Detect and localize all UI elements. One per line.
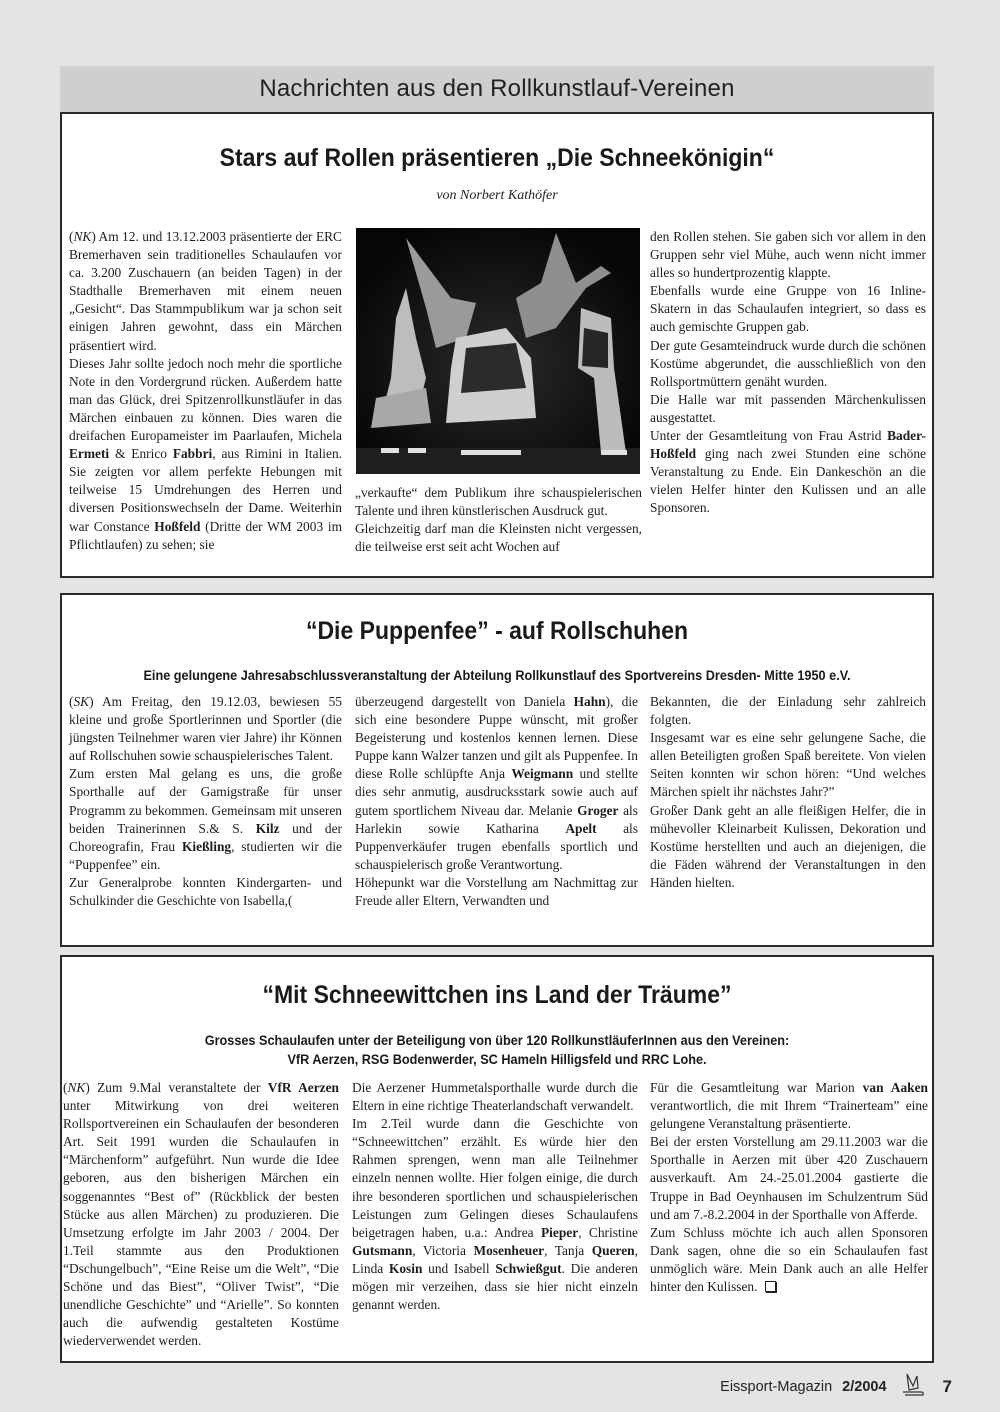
end-of-article-icon <box>765 1281 776 1292</box>
skate-logo-icon <box>897 1372 927 1403</box>
paragraph: Bei der ersten Vorstellung am 29.11.2003 war die Sporthalle in Aerzen mit über 420 Zuschauern ausverkauft. Am 24.-25.01.2004 gastierte die Truppe in Bad Oeynhausen im Schulzentrum Süd und am 7.-8.2.2004 in der Sporthalle von Afferde. <box>650 1134 928 1222</box>
bold-name: Gutsmann <box>352 1242 413 1258</box>
bold-name: Schwießgut <box>495 1260 562 1276</box>
bold-name: Fabbri <box>172 446 213 462</box>
paragraph: Unter der Gesamtleitung von Frau Astrid Bader-Hoßfeld ging nach zwei Stunden eine schöne Veranstaltung zu Ende. Ein Dankeschön an die vielen Helfer hinter den Kulissen und an alle Sponsoren. <box>650 428 926 516</box>
paragraph: Insgesamt war es eine sehr gelungene Sache, die allen Beteiligten großen Spaß bereitete. Von vielen Seiten konnten wir schon hören: “Und welches Märchen spielt ihr nächstes Jahr?” <box>650 730 926 800</box>
paragraph: Zum ersten Mal gelang es uns, die große Sporthalle auf der Gamigstraße für unser Programm zu bekommen. Gemeinsam mit unseren beiden Trainerinnen S.& S. Kilz und der Choreografin, Frau Kießling, studierten wir die “Puppenfee” ein. <box>69 766 343 872</box>
author-initials: NK <box>73 229 92 244</box>
paragraph: Höhepunkt war die Vorstellung am Nachmittag zur Freude aller Eltern, Verwandten und <box>355 874 638 909</box>
bold-name: Mosenheuer <box>473 1242 545 1258</box>
paragraph: (NK) Am 12. und 13.12.2003 präsentierte der ERC Bremerhaven sein traditionelles Schaulaufen vor ca. 3.200 Zuschauern (an beiden Tagen) in der Stadthalle Bremerhaven mit einem neuen „Gesicht“. Das Stammpublikum war ja schon seit einigen Jahren gewohnt, dass ein Märchen präsentiert wird. <box>69 229 342 353</box>
article-column-2 <box>355 693 638 910</box>
article-subtitle-line-1: Grosses Schaulaufen unter der Beteiligung von über 120 RollkunstläuferInnen aus den Vereinen: <box>204 1033 790 1048</box>
paragraph: Bekannten, die der Einladung sehr zahlreich folgten. <box>650 694 926 728</box>
paragraph: Im 2.Teil wurde dann die Geschichte von “Schneewittchen” erzählt. Es würde hier den Rahmen sprengen, wenn man alle Teilnehmer einzeln nennen wollte. Hier folgen einige, die durch ihre besonderen sportlichen und schauspielerischen Leistungen zum Gelingen dieses Schaulaufens beigetragen haben, u.a.: Andrea Pieper, Christine Gutsmann, Victoria Mosenheuer, Tanja Queren, Linda Kosin und Isabell Schwießgut. Die anderen mögen mir verzeihen, dass sie hier nicht einzeln genannt werden. <box>352 1116 639 1313</box>
paragraph: „verkaufte“ dem Publikum ihre schauspielerischen Talente und ihren künstlerischen Ausdruck gut. <box>355 485 642 519</box>
article-schneewittchen <box>60 955 934 1363</box>
article-photo <box>356 228 640 474</box>
article-subtitle: Eine gelungene Jahresabschlussveranstaltung der Abteilung Rollkunstlauf des Sportvereins Dresden- Mitte 1950 e.V. <box>143 668 851 683</box>
paragraph: überzeugend dargestellt von Daniela Hahn), die sich eine besondere Puppe wünscht, mit großer Begeisterung und kostenlos kennen lernen. Diese Puppe kann Walzer tanzen und gilt als Puppenfee. In diese Rolle schlüpfte Anja Weigmann und stellte dies sehr anmutig, ausdrucksstark sowie auch auf gutem sportlichem Niveau dar. Melanie Groger als Harlekin sowie Katharina Apelt als Puppenverkäufer trugen ebenfalls sportlich und schauspielerisch große Verantwortung. <box>355 694 638 872</box>
bold-name: Pieper <box>541 1224 579 1240</box>
article-column-1 <box>69 228 342 554</box>
paragraph: Großer Dank geht an alle fleißigen Helfer, die in mühevoller Kleinarbeit Kulissen, Dekoration und Kostüme herstellten und auch an diejenigen, die die Fäden während der Veranstaltungen in den Händen hielten. <box>650 802 926 890</box>
bold-name: van Aaken <box>862 1080 928 1095</box>
skaters-photo-graphic <box>356 228 640 474</box>
page-number: 7 <box>942 1377 952 1396</box>
bold-name: Queren <box>591 1242 635 1258</box>
bold-name: Groger <box>577 802 619 818</box>
article-byline: von Norbert Kathöfer <box>436 188 558 203</box>
article-column-3 <box>650 1079 928 1296</box>
article-column-1 <box>69 693 342 910</box>
magazine-name: Eissport-Magazin <box>720 1379 833 1395</box>
article-puppenfee <box>60 593 934 947</box>
bold-name: Hoßfeld <box>154 518 201 534</box>
paragraph: Die Halle war mit passenden Märchenkulissen ausgestattet. <box>650 391 926 425</box>
bold-name: Ermeti <box>69 446 110 462</box>
paragraph: Dieses Jahr sollte jedoch noch mehr die sportliche Note in den Vordergrund rücken. Außerdem hatte man das Glück, drei Spitzenrollkunstläufer in das Märchen einbauen zu können. Dies waren die dreifachen Europameister im Paarlaufen, Michela Ermeti & Enrico Fabbri, aus Rimini in Italien. Sie zeigten vor allem perfekte Hebungen mit teilweise 15 Umdrehungen des Herren und diversen Positionswechseln der Dame. Weiterhin war Constance Hoßfeld (Dritte der WM 2003 im Pflichtlaufen) zu sehen; sie <box>69 355 342 552</box>
bold-name: Kilz <box>255 820 280 836</box>
section-header <box>60 66 934 112</box>
paragraph: (SK) Am Freitag, den 19.12.03, bewiesen 55 kleine und große Sportlerinnen und Sportler (die jüngsten Teilnehmer waren vier Jahre) ihr Können auf Rollschuhen sowie schauspielerisches Talent. <box>69 694 342 764</box>
section-header-title: Nachrichten aus den Rollkunstlauf-Vereinen <box>259 75 735 102</box>
article-column-1 <box>63 1079 339 1350</box>
bold-name: VfR Aerzen <box>267 1080 339 1095</box>
paragraph: Gleichzeitig darf man die Kleinsten nicht vergessen, die teilweise erst seit acht Wochen auf <box>355 521 642 555</box>
article-column-2 <box>352 1079 638 1314</box>
paragraph: Für die Gesamtleitung war Marion van Aaken verantwortlich, die mit Ihrem “Trainerteam” eine gelungene Veranstaltung präsentierte. <box>650 1080 928 1132</box>
bold-name: Bader-Hoßfeld <box>650 428 926 462</box>
article-title: Stars auf Rollen präsentieren „Die Schneekönigin“ <box>219 144 775 172</box>
article-title: “Die Puppenfee” - auf Rollschuhen <box>305 617 689 645</box>
author-initials: SK <box>73 694 90 709</box>
bold-name: Hahn <box>573 694 606 709</box>
paragraph: den Rollen stehen. Sie gaben sich vor allem in den Gruppen sehr viel Mühe, auch wenn nicht immer alles so hundertprozentig klappte. <box>650 229 926 281</box>
bold-name: Weigmann <box>511 766 574 782</box>
author-initials: NK <box>67 1080 86 1095</box>
article-column-2 <box>355 484 642 556</box>
paragraph: Der gute Gesamteindruck wurde durch die schönen Kostüme abgerundet, die ausschließlich von den Rollsportmüttern genäht wurden. <box>650 337 926 389</box>
paragraph: (NK) Zum 9.Mal veranstaltete der VfR Aerzen unter Mitwirkung von drei weiteren Rollsportvereinen ein Schaulaufen der besonderen Art. Seit 1991 wurden die Schaulaufen in “Märchenform” aufgeführt. Nun wurde die Idee geboren, aus den bisherigen Märchen ein soggenanntes “Best of” (Rückblick der besten Stücke aus allen Märchen) zu produzieren. Die Umsetzung erfolgte im Jahr 2003 / 2004. Der 1.Teil stammte aus den Produktionen “Dschungelbuch”, “Eine Reise um die Welt”, “Die Schöne und das Biest”, “Oliver Twist”, “Die unendliche Geschichte” und “Arielle”. So konnten auch die aufwendig gestalteten Kostüme wiederverwendet werden. <box>63 1080 339 1349</box>
article-column-3 <box>650 693 926 892</box>
bold-name: Kießling <box>181 838 232 854</box>
paragraph: Die Aerzener Hummetalsporthalle wurde durch die Eltern in eine richtige Theaterlandschaft verwandelt. <box>352 1080 638 1114</box>
paragraph: Ebenfalls wurde eine Gruppe von 16 Inline-Skatern in das Schaulaufen integriert, so dass es auch gemischte Gruppen gab. <box>650 283 926 335</box>
bold-name: Kosin <box>388 1260 423 1276</box>
article-title: “Mit Schneewittchen ins Land der Träume” <box>262 981 732 1009</box>
article-subtitle-line-2: VfR Aerzen, RSG Bodenwerder, SC Hameln Hilligsfeld und RRC Lohe. <box>287 1052 707 1067</box>
issue-number: 2/2004 <box>842 1379 887 1395</box>
paragraph: Zum Schluss möchte ich auch allen Sponsoren Dank sagen, ohne die so ein Schaulaufen fast unmöglich wäre. Mein Dank auch an alle Helfer hinter den Kulissen. <box>650 1224 928 1295</box>
article-column-3 <box>650 228 926 518</box>
page-footer <box>720 1372 952 1402</box>
bold-name: Apelt <box>565 820 597 836</box>
paragraph: Zur Generalprobe konnten Kindergarten- und Schulkinder die Geschichte von Isabella,( <box>69 874 342 909</box>
